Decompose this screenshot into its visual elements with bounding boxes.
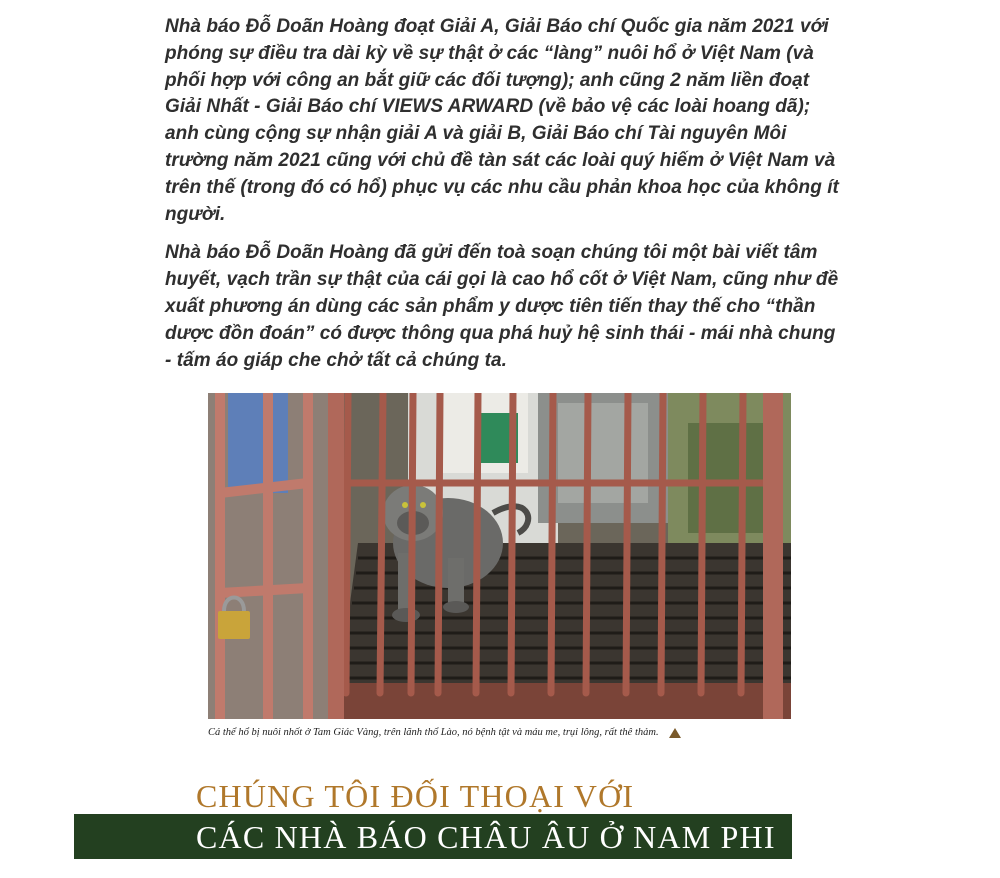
article-paragraph-2: Nhà báo Đỗ Doãn Hoàng đã gửi đến toà soạn chúng tôi một bài viết tâm huyết, vạch trần sự thật của cái gọi là cao hổ cốt ở Việt Nam, cũng như đề xuất phương án dùng các sản phẩm y dược tiên tiến thay thế cho “thần dược đồn đoán” có được thông qua phá huỷ hệ sinh thái - mái nhà chung - tấm áo giáp che chở tất cả chúng ta. — [165, 242, 839, 371]
section-heading-line-1: CHÚNG TÔI ĐỐI THOẠI VỚI — [196, 778, 635, 814]
caged-tiger-photo — [208, 393, 791, 719]
photo-caption-row — [208, 727, 808, 738]
section-heading-line-2: CÁC NHÀ BÁO CHÂU ÂU Ở NAM PHI — [196, 819, 776, 855]
article-paragraph-1: Nhà báo Đỗ Doãn Hoàng đoạt Giải A, Giải Báo chí Quốc gia năm 2021 với phóng sự điều tra dài kỳ về sự thật ở các “làng” nuôi hổ ở Việt Nam (và phối hợp với công an bắt giữ các đối tượng); anh cũng 2 năm liền đoạt Giải Nhất - Giải Báo chí VIEWS ARWARD (về bảo vệ các loài hoang dã); anh cùng cộng sự nhận giải A và giải B, Giải Báo chí Tài nguyên Môi trường năm 2021 cũng với chủ đề tàn sát các loài quý hiếm ở Việt Nam và trên thế (trong đó có hổ) phục vụ các nhu cầu phản khoa học của không ít người. — [165, 16, 839, 225]
triangle-up-icon — [669, 728, 681, 738]
photo-caption: Cá thể hổ bị nuôi nhốt ở Tam Giác Vàng, trên lãnh thổ Lào, nó bệnh tật và máu me, trụi lông, rất thê thảm. — [208, 727, 659, 738]
caged-tiger-illustration — [208, 393, 791, 719]
article-body — [165, 14, 845, 386]
